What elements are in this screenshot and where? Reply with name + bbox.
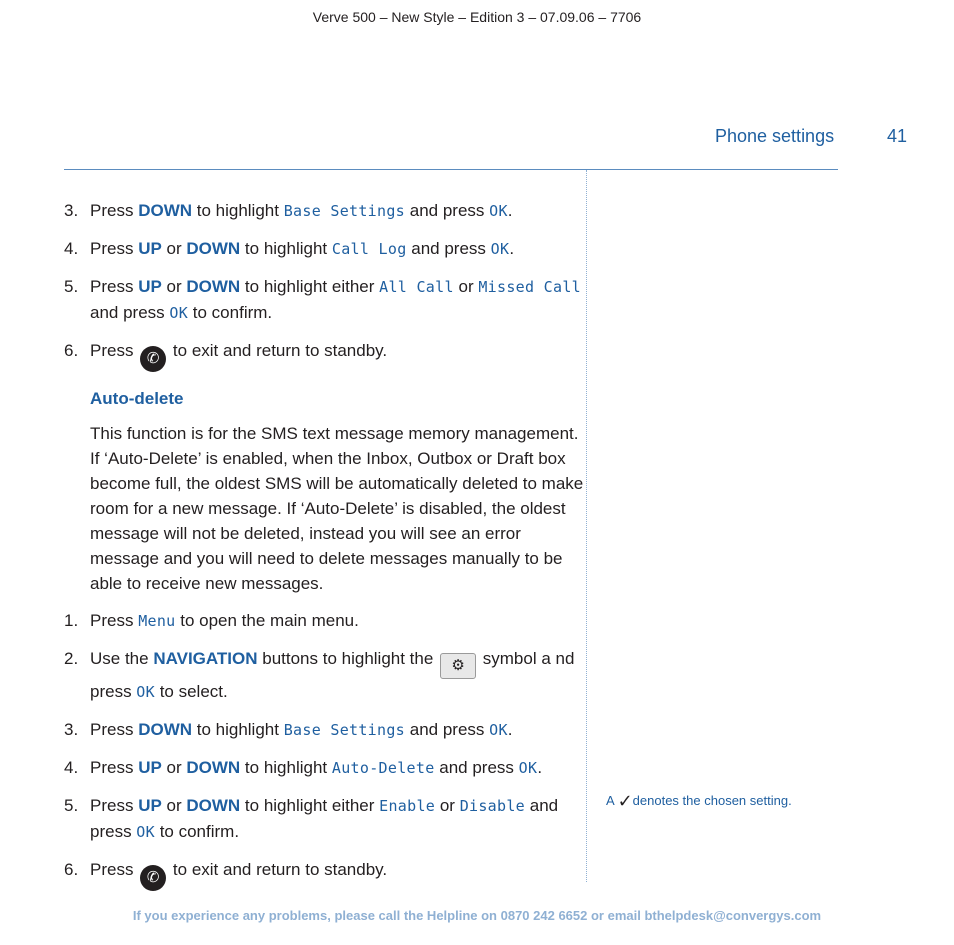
step-item [64,198,584,224]
step-text: symbol a nd press [90,649,575,701]
step-text: . [507,201,513,220]
key-down: DOWN [138,201,193,220]
step-text: to open the main menu. [175,611,359,630]
step-text: to exit and return to standby. [168,341,388,360]
step-item [64,717,584,743]
display-text: OK [489,721,508,739]
display-text: Base Settings [283,721,406,739]
step-text: . [507,720,513,739]
key-up: UP [138,796,162,815]
step-item [64,857,584,891]
display-text: OK [489,202,508,220]
step-text: . [537,758,543,777]
key-down: DOWN [186,277,241,296]
step-text: and press [405,720,490,739]
side-note-text: denotes the chosen setting. [632,793,792,808]
step-number: 6. [64,341,79,360]
key-down: DOWN [186,796,241,815]
side-note-prefix: A [606,793,618,808]
step-text: and press [406,239,491,258]
key-up: UP [138,758,162,777]
step-item [64,338,584,372]
step-text: to highlight [240,239,332,258]
display-text: Base Settings [283,202,406,220]
step-text: to highlight either [240,277,380,296]
description-paragraph: This function is for the SMS text message memory management. If ‘Auto-Delete’ is enabled, when the Inbox, Outbox or Draft box become full, the oldest SMS will be automatically deleted to make room for a new message. If ‘Auto-Delete’ is disabled, the oldest message will not be deleted, instead you will see an error message and you will need to delete messages manually to be able to receive new messages. [90,424,584,593]
step-text: Press [90,201,139,220]
display-text: OK [136,683,155,701]
step-text: to highlight [192,720,284,739]
step-number: 1. [64,611,79,630]
display-text: OK [136,823,155,841]
step-item [64,755,584,781]
display-text: Disable [459,797,526,815]
step-item [64,274,584,326]
step-number: 3. [64,201,79,220]
step-number: 6. [64,860,79,879]
step-text: and press [434,758,519,777]
step-text: or [161,796,187,815]
step-text: to exit and return to standby. [168,860,388,879]
step-text: Use the [90,649,154,668]
main-content [64,198,584,903]
step-text: or [161,758,187,777]
display-text: OK [518,759,538,777]
display-text: All Call [379,278,454,296]
footer-helpline: If you experience any problems, please call the Helpline on 0870 242 6652 or email bthelpdesk@convergys.com [132,908,822,923]
step-number: 2. [64,649,79,668]
end-call-icon: ✆ [140,346,166,372]
step-text: or [435,796,460,815]
display-text: Menu [138,612,176,630]
step-number: 4. [64,758,79,777]
step-number: 5. [64,796,79,815]
document-header: Verve 500 – New Style – Edition 3 – 07.09.06 – 7706 [312,9,642,25]
display-text: Auto-Delete [331,759,435,777]
key-navigation: NAVIGATION [153,649,258,668]
key-up: UP [138,239,162,258]
step-text: Press [90,758,139,777]
page-number: 41 [887,126,908,146]
step-text: to highlight either [240,796,380,815]
key-down: DOWN [186,758,241,777]
step-text: Press [90,341,134,360]
step-text: . [509,239,515,258]
step-text: Press [90,277,139,296]
step-text: to confirm. [154,822,240,841]
checkmark-icon: ✓ [617,791,633,811]
display-text: Call Log [331,240,407,258]
settings-gear-icon: ⚙ [440,653,476,679]
step-text: to select. [154,682,228,701]
step-text: Press [90,796,139,815]
step-text: to highlight [240,758,332,777]
step-number: 3. [64,720,79,739]
step-text: Press [90,860,134,879]
step-text: Press [90,611,139,630]
step-text: and press [90,303,170,322]
column-divider [586,170,587,882]
step-text: Press [90,239,139,258]
key-up: UP [138,277,162,296]
key-down: DOWN [186,239,241,258]
display-text: OK [490,240,510,258]
step-item [64,236,584,262]
step-number: 5. [64,277,79,296]
step-item [64,646,584,705]
step-text: to confirm. [188,303,273,322]
display-text: OK [169,304,189,322]
step-number: 4. [64,239,79,258]
step-text: buttons to highlight the [257,649,439,668]
step-item [64,793,584,845]
display-text: Enable [379,797,436,815]
step-item [64,608,584,634]
step-text: or [453,277,479,296]
key-down: DOWN [138,720,193,739]
step-text: and press [405,201,490,220]
header-rule [64,169,838,170]
step-text: or [161,277,187,296]
side-note [606,791,792,812]
end-call-icon: ✆ [140,865,166,891]
step-text: Press [90,720,139,739]
section-heading: Auto-delete [90,389,184,408]
display-text: Missed Call [478,278,581,296]
step-text: or [161,239,187,258]
section-title: Phone settings [715,126,835,146]
step-text: and press [90,796,559,841]
step-text: to highlight [192,201,284,220]
